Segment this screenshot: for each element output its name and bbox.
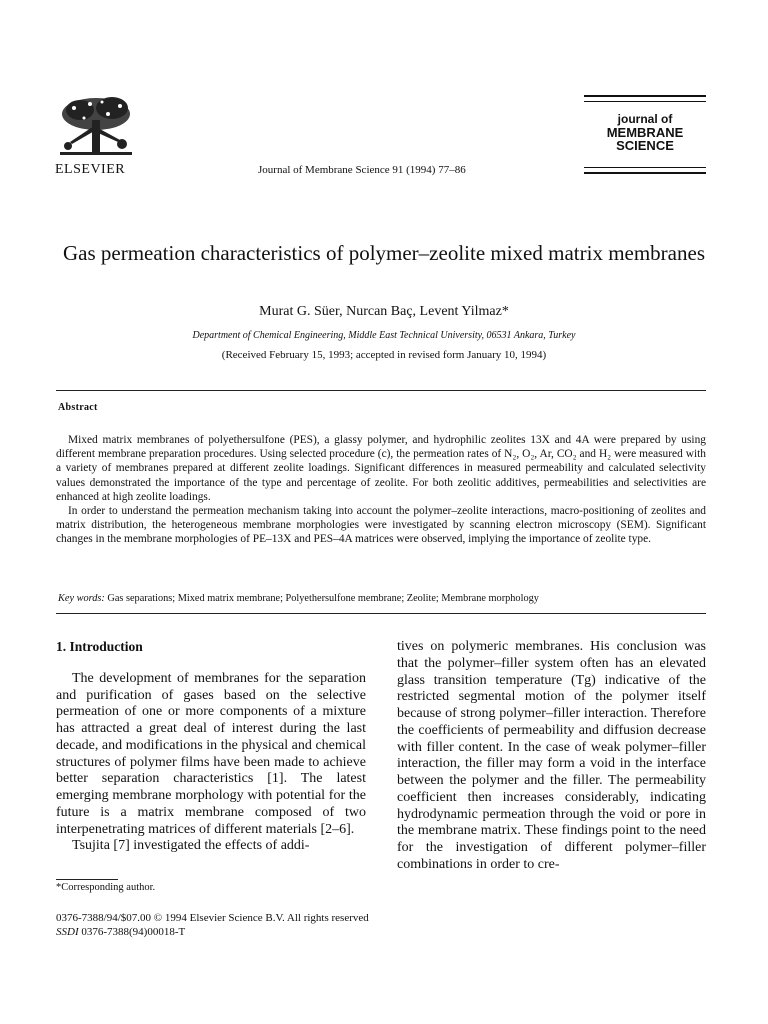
body-paragraph: Tsujita [7] investigated the effects of addi- bbox=[72, 838, 310, 854]
ssdi-label: SSDI bbox=[56, 926, 79, 938]
received-dates: (Received February 15, 1993; accepted in revised form January 10, 1994) bbox=[221, 349, 547, 361]
journal-rule-bottom-thin bbox=[584, 167, 706, 168]
journal-rule-bottom bbox=[584, 172, 706, 174]
abstract-paragraph-1: Mixed matrix membranes of polyethersulfone (PES), a glassy polymer, and hydrophilic zeolites 13X and 4A were prepared by using different membrane preparation procedures. Using selected procedure (c), the permeation rates of N₂, O₂, Ar, CO₂ and H₂ were measured with a variety of membranes prepared at different zeolite loadings. Significant differences in measured permeability and calculated selectivity values demonstrated the importance of the type and percentage of zeolite. For both zeolitic additives, permeabilities and selectivities are enhanced at high zeolite loadings. bbox=[56, 434, 706, 503]
footnote-rule bbox=[56, 879, 118, 880]
body-column-right bbox=[397, 639, 706, 874]
keywords-list: Gas separations; Mixed matrix membrane; Polyethersulfone membrane; Zeolite; Membrane morphology bbox=[107, 593, 539, 604]
journal-title-line3: SCIENCE bbox=[616, 138, 674, 153]
journal-citation: Journal of Membrane Science 91 (1994) 77–86 bbox=[258, 164, 466, 176]
body-paragraph: The development of membranes for the separation and purification of gases based on the selective permeation of one or more components of a mixture has attracted a great deal of interest during the last decade, and modifications in the physical and chemical structures of polymer films have been made to achieve better separation characteristics [1]. The latest emerging membrane morphology with potential for the future is a matrix membrane composed of two interpenetrating matrices of different materials [2–6]. bbox=[56, 670, 366, 837]
abstract-paragraph-2: In order to understand the permeation mechanism taking into account the polymer–zeolite interactions, macro-positioning of zeolites and matrix distribution, the heterogeneous membrane morphologies were investigated by scanning electron microscopy (SEM). Significant changes in the membrane morphologies of PE–13X and PES–4A matrices were observed, implying the importance of zeolite type. bbox=[56, 505, 706, 546]
ssdi-line bbox=[56, 925, 369, 939]
keywords bbox=[58, 593, 708, 604]
ssdi-value: 0376-7388(94)00018-T bbox=[81, 926, 186, 938]
abstract-heading: Abstract bbox=[58, 402, 98, 413]
journal-title bbox=[584, 113, 706, 152]
journal-title-line1: journal of bbox=[617, 112, 673, 126]
journal-rule-top bbox=[584, 95, 706, 97]
copyright-line: 0376-7388/94/$07.00 © 1994 Elsevier Science B.V. All rights reserved bbox=[56, 912, 369, 924]
copyright-block bbox=[56, 911, 369, 939]
keywords-label: Key words: bbox=[58, 593, 105, 604]
article-authors: Murat G. Süer, Nurcan Baç, Levent Yilmaz* bbox=[259, 304, 509, 319]
footnote-corresponding-author: *Corresponding author. bbox=[56, 882, 156, 893]
abstract-top-rule bbox=[56, 390, 706, 391]
body-paragraph: tives on polymeric membranes. His conclusion was that the polymer–filler system often has an elevated glass transition temperature (Tg) indicative of the restricted segmental motion of the polymer itself because of strong polymer–filler interaction. Therefore the coefficients of permeability and diffusion decrease with filler content. In the case of weak polymer–filler interaction, the filler may form a void in the interface between the polymer and the filler. The permeability coefficient then increases considerably, indicating hydrodynamic permeation through the void or pore in the membrane matrix. These findings point to the need for the investigation of different polymer–filler combinations in order to cre- bbox=[397, 639, 706, 872]
abstract-body bbox=[56, 433, 706, 547]
journal-title-line2: MEMBRANE bbox=[606, 125, 684, 140]
author-affiliation: Department of Chemical Engineering, Middle East Technical University, 06531 Ankara, Turkey bbox=[192, 330, 576, 341]
body-column-left bbox=[56, 639, 366, 855]
article-title: Gas permeation characteristics of polymer–zeolite mixed matrix membranes bbox=[62, 241, 705, 265]
publisher-name: ELSEVIER bbox=[55, 162, 126, 177]
section-heading-introduction: 1. Introduction bbox=[56, 639, 143, 654]
abstract-bottom-rule bbox=[56, 613, 706, 614]
elsevier-tree-logo-icon bbox=[50, 92, 142, 162]
journal-rule-top-thin bbox=[584, 101, 706, 102]
